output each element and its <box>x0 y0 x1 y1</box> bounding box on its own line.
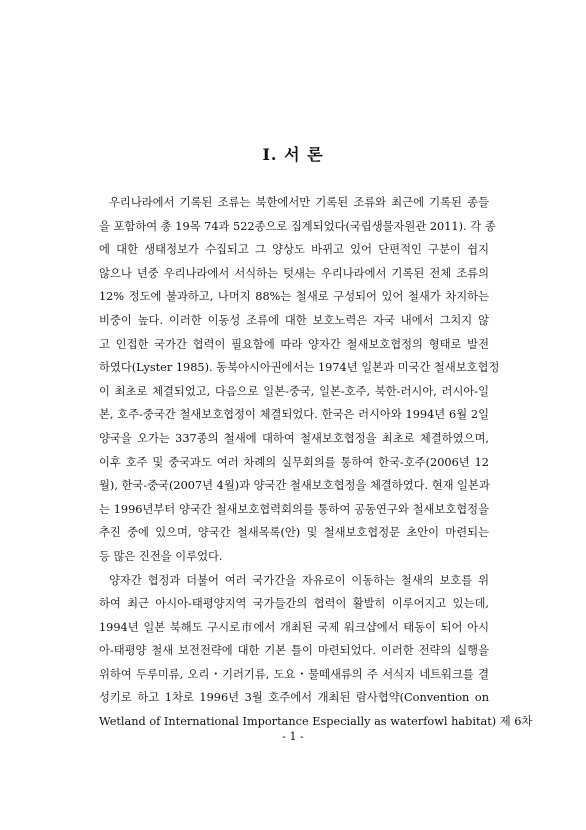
text-line: Wetland of International Importance Especially as waterfowl habitat) 제 6차 <box>99 715 533 729</box>
text-line: 우리나라에서 기록된 조류는 북한에서만 기록된 조류와 최근에 기록된 종들 <box>109 196 489 209</box>
text-line: 본, 호주-중국간 철새보호협정이 체결되었다. 한국은 러시아와 1994년 6월 2일 <box>99 408 489 422</box>
text-line: 하였다(Lyster 1985). 동북아시아권에서는 1974년 일본과 미국간 철새보호협정 <box>99 361 500 375</box>
text-line: 1994년 일본 북해도 구시로市에서 개최된 국제 워크샵에서 태동이 되어 아시 <box>99 620 489 634</box>
paragraph <box>99 191 500 569</box>
text-line: 는 1996년부터 양국간 철새보호협력회의를 통하여 공동연구와 철새보호협정을 <box>99 502 489 516</box>
text-line: 고 인접한 국가간 협력이 필요함에 따라 양자간 철새보호협정의 형태로 발전 <box>99 337 489 351</box>
text-line: 에 대한 생태정보가 수집되고 그 양상도 바뀌고 있어 단편적인 구분이 쉽지 <box>99 243 489 257</box>
body-text <box>99 191 533 734</box>
text-line: 등 많은 진전을 이루었다. <box>99 549 223 563</box>
text-line: 양국을 오가는 337종의 철새에 대하여 철새보호협정을 최초로 체결하였으며, <box>99 431 489 445</box>
text-line: 추진 중에 있으며, 양국간 철새목록(안) 및 철새보호협정문 초안이 마련되는 <box>99 526 489 540</box>
text-line: 을 포함하여 총 19목 74과 522종으로 집계되었다(국립생물자원관 2011). 각 종 <box>99 219 496 233</box>
text-line: 비중이 높다. 이러한 이동성 조류에 대한 보호노력은 자국 내에서 그치지 않 <box>99 313 489 327</box>
text-line: 않으나 년중 우리나라에서 서식하는 텃새는 우리나라에서 기록된 전체 조류의 <box>99 266 489 280</box>
text-line: 12% 정도에 불과하고, 나머지 88%는 철새로 구성되어 있어 철새가 차지하는 <box>99 290 489 304</box>
section-title: I. 서 론 <box>262 145 324 164</box>
text-line: 성키로 하고 1차로 1996년 3월 호주에서 개최된 람사협약(Convention on <box>99 691 489 705</box>
text-line: 아-태평양 철새 보전전략에 대한 기본 틀이 마련되었다. 이러한 전략의 실행을 <box>99 644 489 658</box>
paragraph <box>99 569 533 734</box>
text-line: 위하여 두루미류, 오리・기러기류, 도요・물떼새류의 주 서식지 네트워크를 결 <box>99 667 489 681</box>
text-line: 이후 호주 및 중국과도 여러 차례의 실무회의를 통하여 한국-호주(2006년 12 <box>99 455 489 469</box>
text-line: 이 최초로 체결되었고, 다음으로 일본-중국, 일본-호주, 북한-러시아, 러시아-일 <box>99 384 489 398</box>
text-line: 양자간 협정과 더불어 여러 국가간을 자유로이 이동하는 철새의 보호를 위 <box>109 573 489 587</box>
page-number: - 1 - <box>282 730 304 743</box>
text-line: 하여 최근 아시아-태평양지역 국가들간의 협력이 활발히 이루어지고 있는데, <box>99 597 489 611</box>
text-line: 월), 한국-중국(2007년 4월)과 양국간 철새보호협정을 체결하였다. 현재 일본과 <box>99 479 490 493</box>
